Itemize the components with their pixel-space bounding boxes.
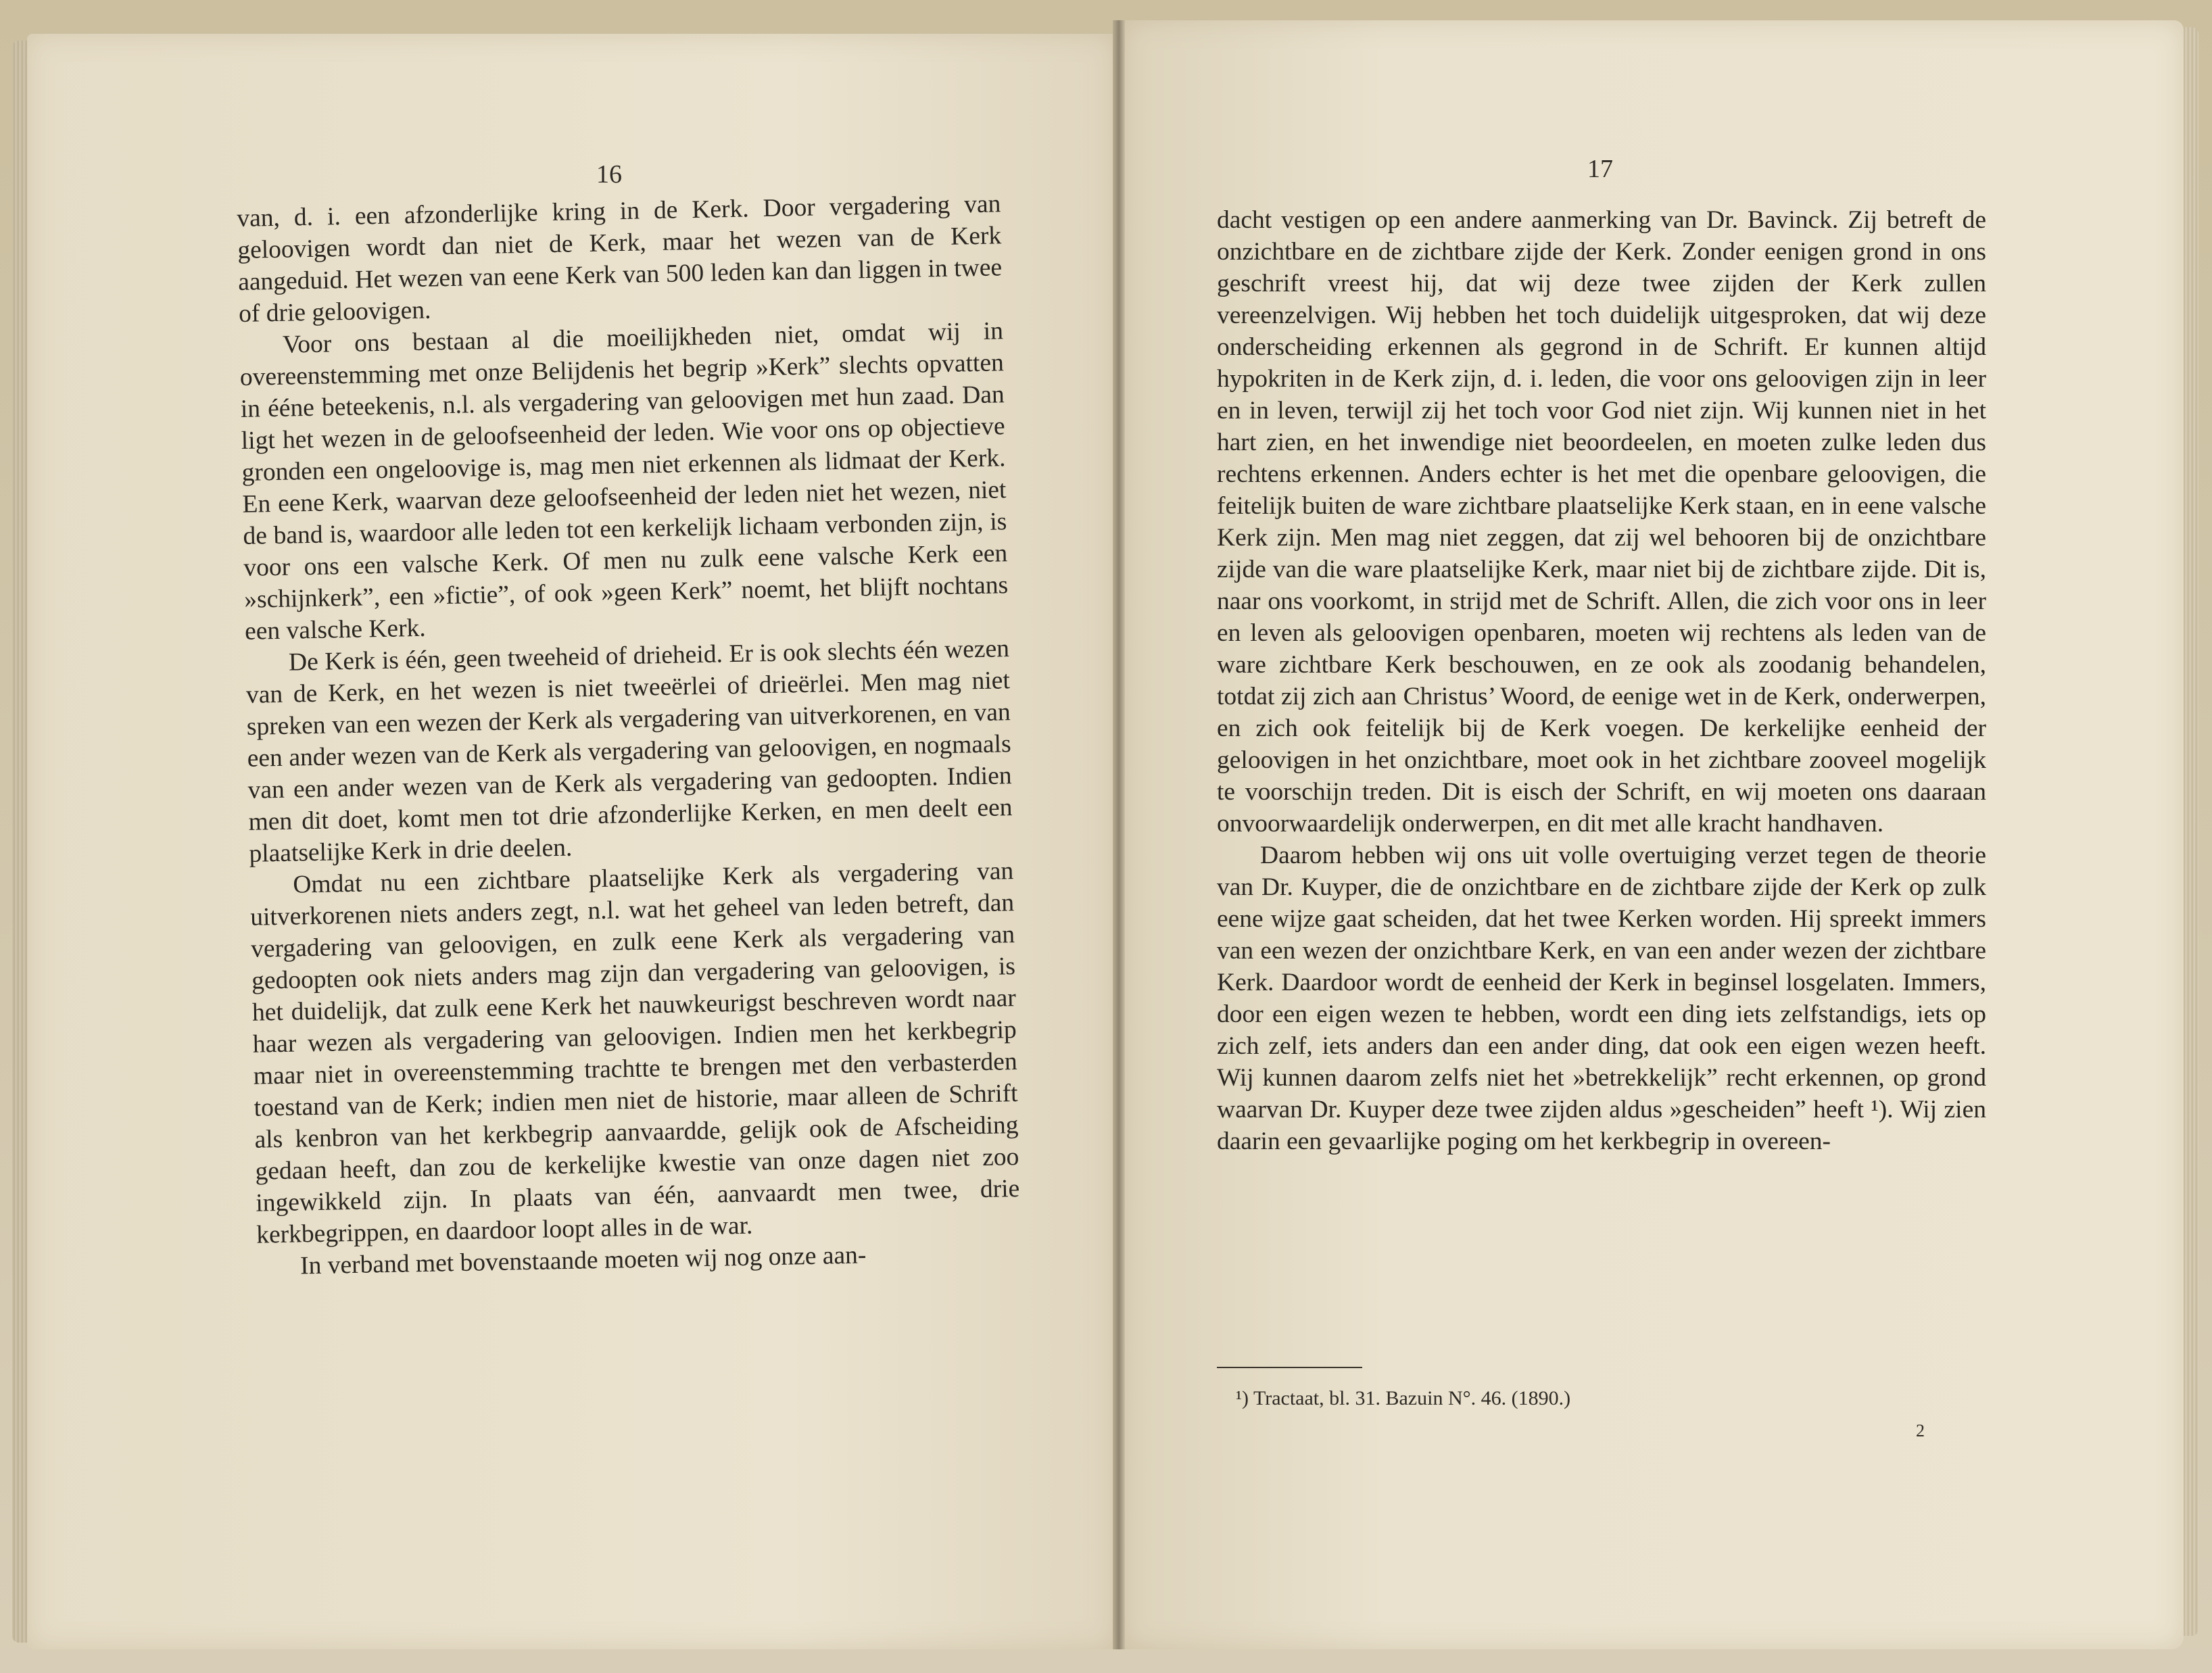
footnote: ¹) Tractaat, bl. 31. Bazuin N°. 46. (1890.) — [1236, 1387, 1571, 1409]
left-paragraph-4: Omdat nu een zichtbare plaatselijke Kerk als vergadering van uitverkorenen niets anders zegt, n.l. wat het geheel van leden betreft, dan vergadering van geloovigen, en zulk eene Kerk als vergadering van gedoopten ook niets anders mag zijn dan vergadering van geloovigen, is het duidelijk, dat zulk eene Kerk het nauwkeurigst beschreven wordt naar haar wezen als vergadering van geloovigen. Indien men het kerkbegrip maar niet in overeenstemming trachtte te brengen met den verbasterden toestand van de Kerk; indien men niet de historie, maar alleen de Schrift als kenbron van het kerkbegrip aanvaardde, gelijk ook de Afscheiding gedaan heeft, dan zou de kerkelijke kwestie van onze dagen niet zoo ingewikkeld zijn. In plaats van één, aanvaardt men twee, drie kerkbegrippen, en daardoor loopt alles in de war. — [249, 857, 1020, 1249]
left-paragraph-3: De Kerk is één, geen tweeheid of drieheid. Er is ook slechts één wezen van de Kerk, en het wezen is niet tweeërlei of drieërlei. Men mag niet spreken van een wezen der Kerk als vergadering van uitverkorenen, en van een ander wezen van de Kerk als vergadering van geloovigen, en nogmaals van een ander wezen van de Kerk als vergadering van gedoopten. Indien men dit doet, komt men tot drie afzonderlijke Kerken, en men deelt een plaatselijke Kerk in drie deelen. — [245, 635, 1013, 868]
right-paragraph-1: dacht vestigen op een andere aanmerking van Dr. Bavinck. Zij betreft de onzichtbare en de zichtbare zijde der Kerk. Zonder eenigen grond in ons geschrift vreest hij, dat wij deze twee zijden der Kerk zullen vereenzelvigen. Wij hebben het toch duidelijk uitgesproken, dat wij deze onderscheiding erkennen als gegrond in de Schrift. Er kunnen altijd hypokriten in de Kerk zijn, d. i. leden, die voor ons geloovigen zijn in leer en in leven, terwijl zij het toch voor God niet zijn. Wij kunnen niet in het hart zien, en het inwendige niet beoordeelen, en moeten zulke leden dus rechtens erkennen. Anders echter is het met die openbare geloovigen, die feitelijk buiten de ware zichtbare plaatselijke Kerk staan, en in eene valsche Kerk zijn. Men mag niet zeggen, dat zij wel behooren bij de onzichtbare zijde van die ware plaatselijke Kerk, maar niet bij de zichtbare zijde. Dit is, naar ons voorkomt, in strijd met de Schrift. Allen, die zich voor ons in leer en leven als geloovigen openbaren, moeten wij rechtens als leden van de ware zichtbare Kerk beschouwen, en ze ook als zoodanig behandelen, totdat zij zich aan Christus’ Woord, de eenige wet in de Kerk, onderwerpen, en zich ook feitelijk bij de Kerk voegen. De kerkelijke eenheid der geloovigen in het onzichtbare, moet ook in het zichtbare zooveel mogelijk te voorschijn treden. Dit is eisch der Schrift, en wij moeten ons daaraan onvoorwaardelijk onderwerpen, en dit met alle kracht handhaven. — [1217, 206, 1986, 838]
book-gutter — [1113, 20, 1125, 1649]
right-page-body — [1217, 204, 1986, 1157]
left-page-body — [237, 188, 1021, 1282]
left-paragraph-1: van, d. i. een afzonderlijke kring in de Kerk. Door vergadering van geloovigen wordt dan niet de Kerk, maar het wezen van de Kerk aangeduid. Het wezen van eene Kerk van 500 leden kan dan liggen in twee of drie geloovigen. — [237, 190, 1003, 328]
footnote-divider — [1217, 1367, 1362, 1368]
left-page-number: 16 — [596, 160, 622, 189]
left-paragraph-2: Voor ons bestaan al die moeilijkheden niet, omdat wij in overeenstemming met onze Belijdenis het begrip »Kerk” slechts opvatten in ééne beteekenis, n.l. als vergadering van geloovigen met hun zaad. Dan ligt het wezen in de geloofseenheid der leden. Wie voor ons op objectieve gronden een ongeloovige is, mag men niet erkennen als lidmaat der Kerk. En eene Kerk, waarvan deze geloofseenheid der leden niet het wezen, niet de band is, waardoor alle leden tot een kerkelijk lichaam verbonden zijn, is voor ons een valsche Kerk. Of men nu zulk eene valsche Kerk een »schijnkerk”, een »fictie”, of ook »geen Kerk” noemt, het blijft nochtans een valsche Kerk. — [239, 317, 1009, 646]
signature-mark: 2 — [1916, 1421, 1925, 1440]
right-page-number: 17 — [1587, 155, 1613, 183]
left-paragraph-5: In verband met bovenstaande moeten wij nog onze aan- — [299, 1241, 867, 1280]
right-paragraph-2: Daarom hebben wij ons uit volle overtuiging verzet tegen de theorie van Dr. Kuyper, die de onzichtbare en de zichtbare zijde der Kerk op zulk eene wijze gaat scheiden, dat het twee Kerken worden. Hij spreekt immers van een wezen der onzichtbare Kerk, en van een ander wezen der zichtbare Kerk. Daardoor wordt de eenheid der Kerk in beginsel losgelaten. Immers, door een eigen wezen te hebben, wordt een ding iets zelfstandigs, iets op zich zelf, iets anders dan een ander ding, dat ook een eigen wezen heeft. Wij kunnen daarom zelfs niet het »betrekkelijk” recht erkennen, op grond waarvan Dr. Kuyper deze twee zijden aldus »gescheiden” heeft ¹). Wij zien daarin een gevaarlijke poging om het kerkbegrip in overeen- — [1217, 842, 1986, 1155]
